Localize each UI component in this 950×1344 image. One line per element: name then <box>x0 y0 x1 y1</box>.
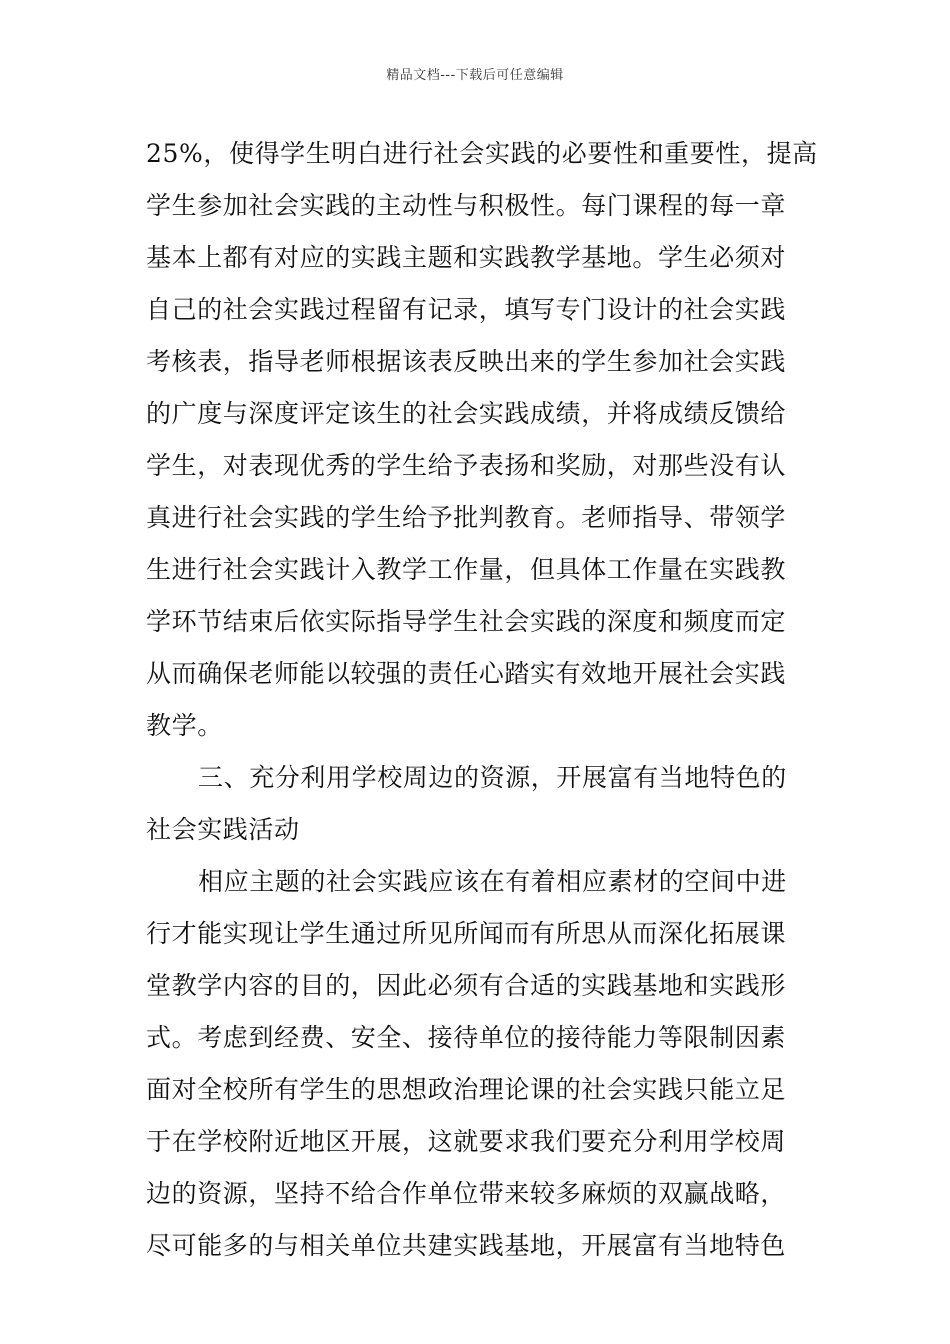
body-line: 学环节结束后依实际指导学生社会实践的深度和频度而定 <box>146 607 787 636</box>
body-line: 的广度与深度评定该生的社会实践成绩，并将成绩反馈给 <box>146 399 787 428</box>
body-line: 学生，对表现优秀的学生给予表扬和奖励，对那些没有认 <box>146 451 787 480</box>
body-line: 式。考虑到经费、安全、接待单位的接待能力等限制因素 <box>146 1023 787 1052</box>
document-body <box>146 128 818 1272</box>
body-line: 25%，使得学生明白进行社会实践的必要性和重要性，提高 <box>146 139 818 168</box>
body-line: 堂教学内容的目的，因此必须有合适的实践基地和实践形 <box>146 971 787 1000</box>
body-line: 真进行社会实践的学生给予批判教育。老师指导、带领学 <box>146 503 787 532</box>
body-line: 基本上都有对应的实践主题和实践教学基地。学生必须对 <box>146 243 787 272</box>
body-line: 于在学校附近地区开展，这就要求我们要充分利用学校周 <box>146 1127 787 1156</box>
body-line: 生进行社会实践计入教学工作量，但具体工作量在实践教 <box>146 555 787 584</box>
body-line: 尽可能多的与相关单位共建实践基地，开展富有当地特色 <box>146 1231 787 1260</box>
page-header: 精品文档---下载后可任意编辑 <box>386 68 564 83</box>
section-heading-line: 三、充分利用学校周边的资源，开展富有当地特色的 <box>198 763 787 792</box>
body-line: 相应主题的社会实践应该在有着相应素材的空间中进 <box>198 867 787 896</box>
body-line: 边的资源，坚持不给合作单位带来较多麻烦的双赢战略， <box>146 1179 787 1208</box>
body-line: 考核表，指导老师根据该表反映出来的学生参加社会实践 <box>146 347 787 376</box>
body-line: 行才能实现让学生通过所见所闻而有所思从而深化拓展课 <box>146 919 787 948</box>
body-line: 自己的社会实践过程留有记录，填写专门设计的社会实践 <box>146 295 787 324</box>
section-heading-line: 社会实践活动 <box>146 815 300 844</box>
body-line: 学生参加社会实践的主动性与积极性。每门课程的每一章 <box>146 191 787 220</box>
body-line: 面对全校所有学生的思想政治理论课的社会实践只能立足 <box>146 1075 787 1104</box>
body-line: 从而确保老师能以较强的责任心踏实有效地开展社会实践 <box>146 659 787 688</box>
body-line: 教学。 <box>146 711 223 740</box>
